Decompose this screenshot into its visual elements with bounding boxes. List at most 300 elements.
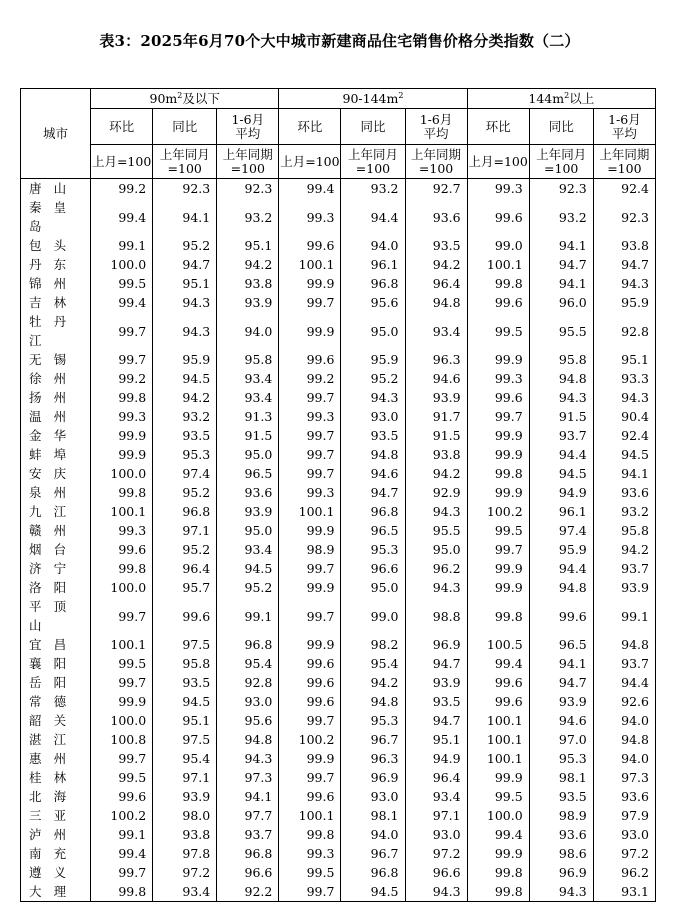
index-value: 94.4 xyxy=(341,198,405,236)
index-value: 92.4 xyxy=(593,179,655,199)
index-value: 96.1 xyxy=(341,255,405,274)
index-value: 94.2 xyxy=(153,388,217,407)
index-value: 99.9 xyxy=(467,445,529,464)
index-value: 93.5 xyxy=(405,692,467,711)
index-value: 94.2 xyxy=(405,464,467,483)
index-value: 98.9 xyxy=(529,806,593,825)
index-value: 95.6 xyxy=(341,293,405,312)
index-value: 100.1 xyxy=(279,806,341,825)
index-value: 94.9 xyxy=(405,749,467,768)
city-name: 徐州 xyxy=(21,369,91,388)
index-value: 99.8 xyxy=(91,388,153,407)
table-header xyxy=(21,89,656,179)
index-value: 97.8 xyxy=(153,844,217,863)
index-value: 93.6 xyxy=(593,787,655,806)
index-value: 99.6 xyxy=(279,673,341,692)
table-row xyxy=(21,464,656,483)
index-value: 93.4 xyxy=(217,388,279,407)
index-value: 99.5 xyxy=(279,863,341,882)
index-value: 94.0 xyxy=(593,749,655,768)
index-value: 99.3 xyxy=(467,369,529,388)
index-value: 94.1 xyxy=(217,787,279,806)
index-value: 93.2 xyxy=(529,198,593,236)
index-value: 99.7 xyxy=(279,559,341,578)
index-value: 99.9 xyxy=(279,521,341,540)
index-value: 94.1 xyxy=(529,236,593,255)
table-row xyxy=(21,483,656,502)
index-value: 99.4 xyxy=(91,198,153,236)
index-value: 95.6 xyxy=(217,711,279,730)
table-row xyxy=(21,882,656,902)
index-value: 94.2 xyxy=(405,255,467,274)
table-row xyxy=(21,825,656,844)
index-value: 95.9 xyxy=(529,540,593,559)
index-value: 96.5 xyxy=(529,635,593,654)
index-value: 99.7 xyxy=(279,882,341,902)
index-value: 91.5 xyxy=(529,407,593,426)
index-value: 99.5 xyxy=(91,274,153,293)
index-value: 97.1 xyxy=(405,806,467,825)
index-value: 92.6 xyxy=(593,692,655,711)
index-value: 100.8 xyxy=(91,730,153,749)
table-row xyxy=(21,806,656,825)
index-value: 99.6 xyxy=(467,388,529,407)
index-value: 100.1 xyxy=(279,255,341,274)
index-value: 94.6 xyxy=(529,711,593,730)
index-value: 94.5 xyxy=(593,445,655,464)
avg-base: 上年同期 =100 xyxy=(217,145,279,179)
index-value: 94.3 xyxy=(405,502,467,521)
index-value: 99.9 xyxy=(467,559,529,578)
city-name: 金华 xyxy=(21,426,91,445)
table-row xyxy=(21,198,656,236)
index-value: 95.8 xyxy=(593,521,655,540)
index-value: 94.5 xyxy=(153,369,217,388)
mom-header: 环比 xyxy=(467,109,529,145)
city-name: 蚌埠 xyxy=(21,445,91,464)
index-value: 96.6 xyxy=(405,863,467,882)
index-value: 100.1 xyxy=(279,502,341,521)
table-row xyxy=(21,502,656,521)
city-name: 温州 xyxy=(21,407,91,426)
index-value: 99.9 xyxy=(279,578,341,597)
index-value: 93.4 xyxy=(217,540,279,559)
index-value: 99.7 xyxy=(279,597,341,635)
index-value: 92.3 xyxy=(153,179,217,199)
index-value: 94.2 xyxy=(593,540,655,559)
index-value: 99.2 xyxy=(91,179,153,199)
index-value: 99.7 xyxy=(279,464,341,483)
index-value: 94.3 xyxy=(593,274,655,293)
index-value: 99.6 xyxy=(279,692,341,711)
city-name: 泉州 xyxy=(21,483,91,502)
avg-base: 上年同期 =100 xyxy=(593,145,655,179)
index-value: 99.5 xyxy=(467,787,529,806)
table-row xyxy=(21,654,656,673)
table-row xyxy=(21,730,656,749)
index-value: 94.4 xyxy=(593,673,655,692)
index-value: 99.8 xyxy=(279,825,341,844)
index-value: 94.8 xyxy=(341,445,405,464)
index-value: 100.2 xyxy=(279,730,341,749)
yoy-base: 上年同月 =100 xyxy=(529,145,593,179)
index-value: 100.1 xyxy=(467,711,529,730)
index-value: 99.3 xyxy=(279,407,341,426)
index-value: 99.9 xyxy=(467,350,529,369)
index-value: 99.9 xyxy=(467,426,529,445)
index-value: 96.8 xyxy=(341,863,405,882)
city-name: 唐山 xyxy=(21,179,91,199)
index-value: 99.6 xyxy=(279,787,341,806)
index-value: 99.1 xyxy=(217,597,279,635)
index-value: 93.2 xyxy=(341,179,405,199)
index-value: 99.1 xyxy=(91,825,153,844)
index-value: 100.1 xyxy=(467,255,529,274)
index-value: 99.4 xyxy=(467,825,529,844)
index-value: 91.5 xyxy=(405,426,467,445)
index-value: 93.9 xyxy=(217,293,279,312)
index-value: 99.7 xyxy=(279,711,341,730)
index-value: 99.6 xyxy=(467,692,529,711)
index-value: 99.6 xyxy=(279,350,341,369)
index-value: 94.3 xyxy=(153,312,217,350)
index-value: 99.6 xyxy=(279,654,341,673)
index-value: 93.9 xyxy=(529,692,593,711)
index-value: 94.7 xyxy=(593,255,655,274)
index-value: 96.6 xyxy=(217,863,279,882)
index-value: 99.3 xyxy=(279,198,341,236)
index-value: 95.4 xyxy=(153,749,217,768)
index-value: 95.3 xyxy=(341,711,405,730)
city-name: 济宁 xyxy=(21,559,91,578)
index-value: 95.5 xyxy=(405,521,467,540)
avg-header: 1-6月 平均 xyxy=(217,109,279,145)
index-value: 99.7 xyxy=(91,673,153,692)
group-header-large: $144m^2$以上 xyxy=(467,89,655,109)
index-value: 99.7 xyxy=(279,426,341,445)
table-row xyxy=(21,692,656,711)
index-value: 99.4 xyxy=(91,293,153,312)
index-value: 93.4 xyxy=(153,882,217,902)
index-value: 97.1 xyxy=(153,521,217,540)
index-value: 99.9 xyxy=(91,426,153,445)
avg-base: 上年同期 =100 xyxy=(405,145,467,179)
index-value: 92.8 xyxy=(217,673,279,692)
index-value: 99.6 xyxy=(529,597,593,635)
index-value: 97.4 xyxy=(153,464,217,483)
table-row xyxy=(21,540,656,559)
city-name: 遵义 xyxy=(21,863,91,882)
city-header: 城市 xyxy=(21,89,91,179)
index-value: 93.0 xyxy=(405,825,467,844)
index-value: 94.2 xyxy=(217,255,279,274)
index-value: 99.5 xyxy=(91,654,153,673)
index-value: 99.3 xyxy=(91,407,153,426)
group-header-small: $90m^2$及以下 xyxy=(91,89,279,109)
city-name: 无锡 xyxy=(21,350,91,369)
index-value: 96.6 xyxy=(341,559,405,578)
table-row xyxy=(21,844,656,863)
index-value: 99.6 xyxy=(467,673,529,692)
city-name: 安庆 xyxy=(21,464,91,483)
index-value: 94.0 xyxy=(341,825,405,844)
index-value: 96.2 xyxy=(405,559,467,578)
city-name: 牡丹江 xyxy=(21,312,91,350)
index-value: 93.5 xyxy=(341,426,405,445)
index-value: 99.8 xyxy=(467,597,529,635)
index-value: 93.5 xyxy=(405,236,467,255)
index-value: 96.3 xyxy=(405,350,467,369)
index-value: 94.0 xyxy=(593,711,655,730)
table-row xyxy=(21,711,656,730)
index-value: 96.0 xyxy=(529,293,593,312)
index-value: 94.7 xyxy=(529,255,593,274)
table-row xyxy=(21,768,656,787)
city-name: 包头 xyxy=(21,236,91,255)
index-value: 91.3 xyxy=(217,407,279,426)
index-value: 94.6 xyxy=(341,464,405,483)
index-value: 100.0 xyxy=(467,806,529,825)
index-value: 99.9 xyxy=(467,578,529,597)
index-value: 95.2 xyxy=(153,483,217,502)
table-row xyxy=(21,597,656,635)
city-name: 桂林 xyxy=(21,768,91,787)
index-value: 94.7 xyxy=(341,483,405,502)
index-value: 90.4 xyxy=(593,407,655,426)
index-value: 99.6 xyxy=(91,787,153,806)
index-value: 92.8 xyxy=(593,312,655,350)
index-value: 99.5 xyxy=(91,768,153,787)
index-value: 96.4 xyxy=(405,274,467,293)
index-value: 93.8 xyxy=(593,236,655,255)
index-value: 93.9 xyxy=(217,502,279,521)
index-value: 94.6 xyxy=(405,369,467,388)
index-value: 97.2 xyxy=(153,863,217,882)
index-value: 100.0 xyxy=(91,255,153,274)
index-value: 93.7 xyxy=(217,825,279,844)
city-name: 秦皇岛 xyxy=(21,198,91,236)
table-row xyxy=(21,255,656,274)
index-value: 95.9 xyxy=(593,293,655,312)
index-value: 93.0 xyxy=(341,787,405,806)
table-row xyxy=(21,350,656,369)
table-row xyxy=(21,407,656,426)
table-row xyxy=(21,293,656,312)
table-row xyxy=(21,274,656,293)
index-value: 94.3 xyxy=(529,388,593,407)
index-value: 93.4 xyxy=(217,369,279,388)
index-value: 99.0 xyxy=(467,236,529,255)
index-value: 93.5 xyxy=(153,426,217,445)
city-name: 韶关 xyxy=(21,711,91,730)
index-value: 93.3 xyxy=(593,369,655,388)
city-name: 北海 xyxy=(21,787,91,806)
table-row xyxy=(21,236,656,255)
index-value: 94.0 xyxy=(341,236,405,255)
avg-header: 1-6月 平均 xyxy=(405,109,467,145)
index-value: 96.2 xyxy=(593,863,655,882)
index-value: 96.8 xyxy=(153,502,217,521)
index-value: 96.8 xyxy=(341,274,405,293)
index-value: 95.0 xyxy=(405,540,467,559)
index-value: 93.2 xyxy=(153,407,217,426)
table-row xyxy=(21,749,656,768)
index-value: 94.1 xyxy=(529,274,593,293)
index-value: 95.0 xyxy=(341,578,405,597)
index-value: 99.3 xyxy=(279,844,341,863)
city-name: 赣州 xyxy=(21,521,91,540)
city-name: 泸州 xyxy=(21,825,91,844)
index-value: 94.5 xyxy=(529,464,593,483)
index-value: 94.4 xyxy=(529,559,593,578)
index-value: 93.9 xyxy=(405,388,467,407)
index-value: 94.3 xyxy=(593,388,655,407)
index-value: 99.1 xyxy=(91,236,153,255)
city-name: 襄阳 xyxy=(21,654,91,673)
index-value: 94.4 xyxy=(529,445,593,464)
index-value: 99.8 xyxy=(91,882,153,902)
index-value: 97.4 xyxy=(529,521,593,540)
index-value: 100.2 xyxy=(467,502,529,521)
index-value: 99.3 xyxy=(91,521,153,540)
city-name: 南充 xyxy=(21,844,91,863)
index-value: 95.8 xyxy=(217,350,279,369)
index-value: 99.6 xyxy=(153,597,217,635)
index-value: 97.1 xyxy=(153,768,217,787)
city-name: 丹东 xyxy=(21,255,91,274)
index-value: 99.5 xyxy=(467,312,529,350)
index-value: 97.3 xyxy=(593,768,655,787)
city-name: 锦州 xyxy=(21,274,91,293)
index-value: 93.0 xyxy=(341,407,405,426)
city-name: 岳阳 xyxy=(21,673,91,692)
index-value: 94.8 xyxy=(529,369,593,388)
table-row xyxy=(21,445,656,464)
city-name: 惠州 xyxy=(21,749,91,768)
index-value: 99.7 xyxy=(91,749,153,768)
index-value: 95.2 xyxy=(153,236,217,255)
table-row xyxy=(21,179,656,199)
index-value: 97.2 xyxy=(593,844,655,863)
index-value: 97.7 xyxy=(217,806,279,825)
city-name: 烟台 xyxy=(21,540,91,559)
index-value: 95.2 xyxy=(217,578,279,597)
index-value: 99.7 xyxy=(91,863,153,882)
index-value: 94.7 xyxy=(405,711,467,730)
index-value: 94.5 xyxy=(153,692,217,711)
index-value: 99.2 xyxy=(91,369,153,388)
index-value: 92.9 xyxy=(405,483,467,502)
index-value: 94.0 xyxy=(217,312,279,350)
index-value: 92.2 xyxy=(217,882,279,902)
index-value: 93.6 xyxy=(405,198,467,236)
index-value: 93.4 xyxy=(405,312,467,350)
index-value: 97.5 xyxy=(153,635,217,654)
index-value: 91.5 xyxy=(217,426,279,445)
index-value: 95.2 xyxy=(153,540,217,559)
index-value: 99.8 xyxy=(467,464,529,483)
index-value: 94.2 xyxy=(341,673,405,692)
index-value: 100.1 xyxy=(91,502,153,521)
index-value: 94.8 xyxy=(593,635,655,654)
index-value: 94.9 xyxy=(529,483,593,502)
index-value: 95.0 xyxy=(341,312,405,350)
index-value: 99.6 xyxy=(467,293,529,312)
index-value: 94.3 xyxy=(153,293,217,312)
index-value: 99.9 xyxy=(467,768,529,787)
index-value: 100.1 xyxy=(467,749,529,768)
index-value: 94.1 xyxy=(153,198,217,236)
index-value: 93.2 xyxy=(593,502,655,521)
index-value: 99.9 xyxy=(91,445,153,464)
table-row xyxy=(21,559,656,578)
index-value: 95.5 xyxy=(529,312,593,350)
index-value: 99.6 xyxy=(467,198,529,236)
index-value: 99.4 xyxy=(279,179,341,199)
index-value: 95.7 xyxy=(153,578,217,597)
index-value: 99.8 xyxy=(467,863,529,882)
index-value: 96.7 xyxy=(341,844,405,863)
city-name: 洛阳 xyxy=(21,578,91,597)
index-value: 99.4 xyxy=(467,654,529,673)
index-value: 94.3 xyxy=(341,388,405,407)
index-value: 94.5 xyxy=(341,882,405,902)
index-value: 99.9 xyxy=(91,692,153,711)
city-name: 扬州 xyxy=(21,388,91,407)
index-value: 100.1 xyxy=(467,730,529,749)
index-value: 93.9 xyxy=(153,787,217,806)
index-value: 95.1 xyxy=(153,274,217,293)
table-row xyxy=(21,863,656,882)
index-value: 94.7 xyxy=(153,255,217,274)
index-value: 95.1 xyxy=(593,350,655,369)
index-value: 99.5 xyxy=(467,521,529,540)
index-value: 95.1 xyxy=(405,730,467,749)
city-name: 九江 xyxy=(21,502,91,521)
index-value: 99.7 xyxy=(91,597,153,635)
index-value: 100.0 xyxy=(91,711,153,730)
index-value: 99.1 xyxy=(593,597,655,635)
index-value: 99.9 xyxy=(279,312,341,350)
index-value: 99.9 xyxy=(279,635,341,654)
mom-header: 环比 xyxy=(279,109,341,145)
index-value: 95.4 xyxy=(217,654,279,673)
index-value: 94.1 xyxy=(593,464,655,483)
yoy-base: 上年同月 =100 xyxy=(341,145,405,179)
index-value: 97.5 xyxy=(153,730,217,749)
index-value: 93.6 xyxy=(529,825,593,844)
index-value: 100.2 xyxy=(91,806,153,825)
index-value: 99.9 xyxy=(279,749,341,768)
yoy-header: 同比 xyxy=(341,109,405,145)
index-value: 93.0 xyxy=(217,692,279,711)
page-title: 表3：2025年6月70个大中城市新建商品住宅销售价格分类指数（二） xyxy=(99,32,580,50)
index-value: 94.3 xyxy=(405,882,467,902)
index-value: 96.7 xyxy=(341,730,405,749)
index-value: 98.0 xyxy=(153,806,217,825)
city-name: 宜昌 xyxy=(21,635,91,654)
index-value: 96.8 xyxy=(217,635,279,654)
index-value: 94.8 xyxy=(593,730,655,749)
index-value: 96.4 xyxy=(153,559,217,578)
table-row xyxy=(21,426,656,445)
table-row xyxy=(21,578,656,597)
index-value: 95.3 xyxy=(529,749,593,768)
index-value: 93.7 xyxy=(529,426,593,445)
price-index-table xyxy=(20,88,656,902)
index-value: 99.7 xyxy=(467,407,529,426)
index-value: 94.8 xyxy=(217,730,279,749)
